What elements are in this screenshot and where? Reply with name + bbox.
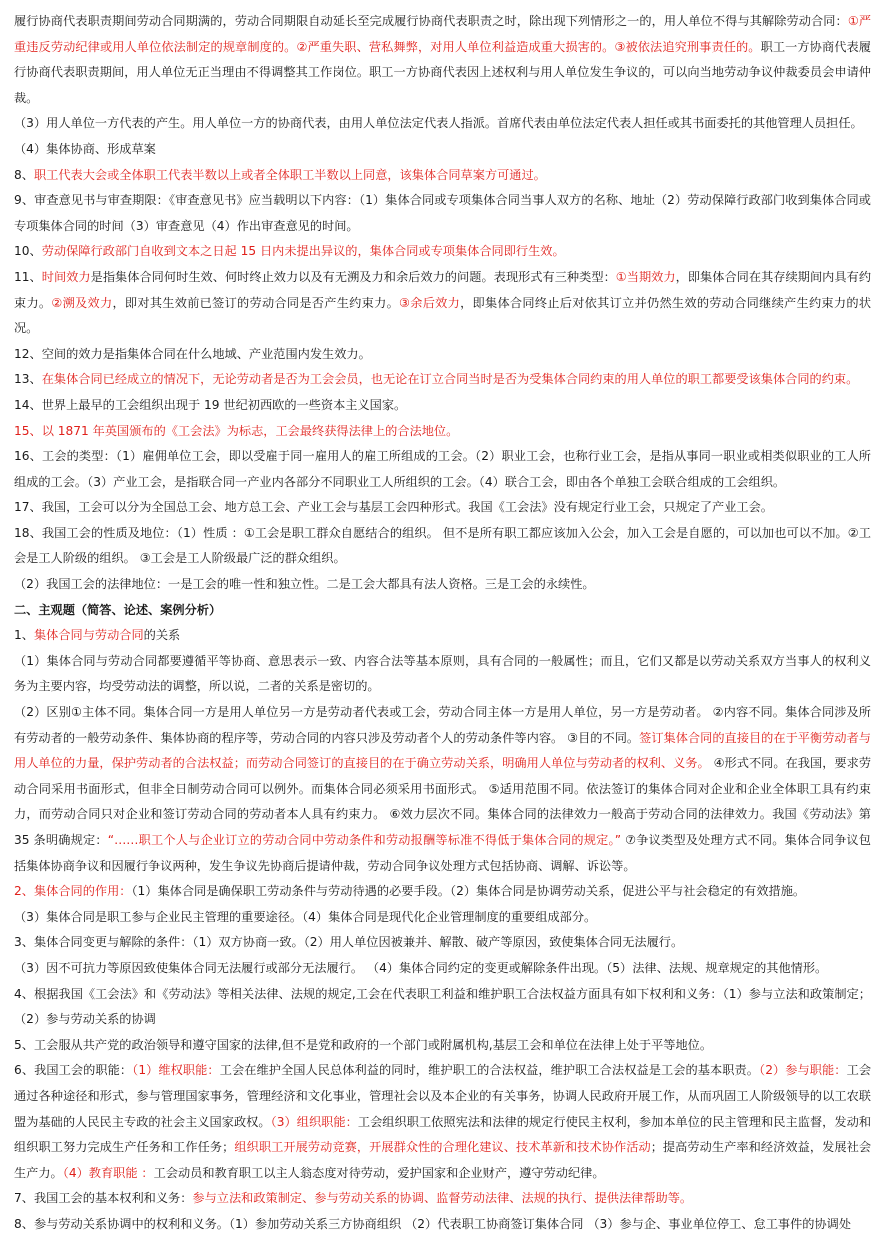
paragraph xyxy=(14,649,871,700)
text-run: 11、 xyxy=(14,269,42,284)
paragraph xyxy=(14,623,871,649)
section-heading: 二、主观题（简答、论述、案例分析） xyxy=(14,602,222,617)
highlighted-text: 2、集体合同的作用： xyxy=(14,884,132,899)
paragraph xyxy=(14,521,871,572)
highlighted-text: 15、以 1871 年英国颁布的《工会法》为标志，工会最终获得法律上的合法地位。 xyxy=(14,423,459,438)
highlighted-text: 签订集体合同的直接目的在于平衡劳动者与用人单位的力量，保护劳动者的合法权益；而劳动合同签订的直接目的在于确立劳动关系，明确用人单位与劳动者的权利、义务。 xyxy=(14,730,871,771)
text-run: 工会在维护全国人民总体利益的同时，维护职工的合法权益，维护职工合法权益是工会的基本职责。 xyxy=(219,1063,760,1078)
paragraph xyxy=(14,598,871,624)
highlighted-text: （2）参与职能： xyxy=(759,1063,847,1078)
paragraph xyxy=(14,905,871,931)
text-run: 18、我国工会的性质及地位：（1）性质 ：①工会是职工群众自愿结合的组织。 但不是所有职工都应该加入公会，加入工会是自愿的，可以加也可以不加。②工会是工人阶级的组织。 ③工会是工人阶级最广泛的群众组织。 xyxy=(14,525,871,566)
paragraph xyxy=(14,111,871,137)
highlighted-text: 在集体合同已经成立的情况下，无论劳动者是否为工会会员，也无论在订立合同当时是否为受集体合同约束的用人单位的职工都要受该集体合同的约束。 xyxy=(41,372,859,387)
paragraph xyxy=(14,956,871,982)
text-run: ；提高劳动生产率和经济效益，发展社会生产力。 xyxy=(14,1140,872,1180)
paragraph xyxy=(14,1058,871,1186)
paragraph xyxy=(14,495,871,521)
text-run: 4、根据我国《工会法》和《劳动法》等相关法律、法规的规定,工会在代表职工利益和维护职工合法权益方面具有如下权利和义务：（1）参与立法和政策制定；（2）参与劳动关系的协调 xyxy=(14,986,871,1027)
paragraph xyxy=(14,572,871,598)
highlighted-text: ③余后效力 xyxy=(399,295,461,310)
highlighted-text: （3）组织职能： xyxy=(270,1114,358,1129)
text-run: （2）区别①主体不同。集体合同一方是用人单位另一方是劳动者代表或工会，劳动合同主体一方是用人单位，另一方是劳动者。 ②内容不同。集体合同涉及所有劳动者的一般劳动条件、集体协商的程序等，劳动合同的内容只涉及劳动者个人的劳动条件等内容。 ③目的不同。 xyxy=(14,705,871,745)
text-run: 的关系 xyxy=(143,628,181,643)
paragraph xyxy=(14,982,871,1033)
paragraph xyxy=(14,1033,871,1059)
highlighted-text: ①当期效力 xyxy=(615,269,676,284)
paragraph xyxy=(14,137,871,163)
text-run: （1）集体合同是确保职工劳动条件与劳动待遇的必要手段。（2）集体合同是协调劳动关系，促进公平与社会稳定的有效措施。 xyxy=(131,884,806,899)
text-run: 6、我国工会的职能： xyxy=(14,1063,133,1078)
text-run: （4）集体协商、形成草案 xyxy=(14,141,156,156)
text-run: 5、工会服从共产党的政治领导和遵守国家的法律,但不是党和政府的一个部门或附属机构,基层工会和单位在法律上处于平等地位。 xyxy=(14,1037,713,1052)
paragraph xyxy=(14,188,871,239)
highlighted-text: 组织职工开展劳动竞赛，开展群众性的合理化建议、技术革新和技术协作活动 xyxy=(234,1140,651,1155)
paragraph xyxy=(14,163,871,189)
text-run: 履行协商代表职责期间劳动合同期满的，劳动合同期限自动延长至完成履行协商代表职责之时，除出现下列情形之一的，用人单位不得与其解除劳动合同： xyxy=(14,14,848,28)
highlighted-text: “……职工个人与企业订立的劳动合同中劳动条件和劳动报酬等标准不得低于集体合同的规定。” xyxy=(107,833,622,847)
text-run: 16、工会的类型：（1）雇佣单位工会，即以受雇于同一雇用人的雇工所组成的工会。（2）职业工会，也称行业工会，是指从事同一职业或相类似职业的工人所组成的工会。（3）产业工会，是指联合同一产业内各部分不同职业工人所组织的工会。（4）联合工会，即由各个单独工会联合组成的工会组织。 xyxy=(14,449,871,489)
highlighted-text: 劳动保障行政部门自收到文本之日起 15 日内未提出异议的，集体合同或专项集体合同即行生效。 xyxy=(41,244,565,259)
text-run: 工会通过各种途径和形式，参与管理国家事务，管理经济和文化事业，管理社会以及本企业的有关事务，协调人民政府开展工作，从而巩固工人阶级领导的以工农联盟为基础的人民民主专政的社会主义国家政权。 xyxy=(14,1063,872,1129)
highlighted-text: 职工代表大会或全体职工代表半数以上或者全体职工半数以上同意，该集体合同草案方可通过。 xyxy=(33,167,546,182)
text-run: ④形式不同。在我国，要求劳动合同采用书面形式，但非全日制劳动合同可以例外。而集体合同必须采用书面形式。 ⑤适用范围不同。依法签订的集体合同对企业和企业全体职工具有约束力，而劳动合同只对企业和签订劳动合同的劳动者本人具有约束力。 ⑥效力层次不同。集体合同的法律效力一般高于劳动合同的法律效力。我国《劳动法》第 35 条明确规定： xyxy=(14,756,872,847)
highlighted-text: ①严重违反劳动纪律或用人单位依法制定的规章制度的。②严重失职、营私舞弊，对用人单位利益造成重大损害的。③被依法追究刑事责任的。 xyxy=(14,14,872,54)
paragraph xyxy=(14,342,871,368)
highlighted-text: 时间效力 xyxy=(41,269,91,284)
highlighted-text: 集体合同与劳动合同 xyxy=(33,628,144,643)
paragraph xyxy=(14,1212,871,1238)
text-run: （3）因不可抗力等原因致使集体合同无法履行或部分无法履行。 （4）集体合同约定的变更或解除条件出现。（5）法律、法规、规章规定的其他情形。 xyxy=(14,960,828,975)
text-run: 工会组织职工依照宪法和法律的规定行使民主权利，参加本单位的民主管理和民主监督，发动和组织职工努力完成生产任务和工作任务； xyxy=(14,1114,872,1155)
paragraph xyxy=(14,367,871,393)
text-run: 8、参与劳动关系协调中的权利和义务。（1）参加劳动关系三方协商组织 （2）代表职工协商签订集体合同 （3）参与企、事业单位停工、怠工事件的协调处 xyxy=(14,1216,852,1231)
text-run: 17、我国，工会可以分为全国总工会、地方总工会、产业工会与基层工会四种形式。我国《工会法》没有规定行业工会，只规定了产业工会。 xyxy=(14,500,773,515)
text-run: ，即集体合同终止后对依其订立并仍然生效的劳动合同继续产生约束力的状况。 xyxy=(14,295,872,336)
text-run: ，即集体合同在其存续期间内具有约束力。 xyxy=(14,269,872,310)
highlighted-text: （1）维权职能： xyxy=(132,1063,220,1078)
paragraph xyxy=(14,9,871,111)
text-run: （1）集体合同与劳动合同都要遵循平等协商、意思表示一致、内容合法等基本原则，具有合同的一般属性；而且，它们又都是以劳动关系双方当事人的权利义务为主要内容，均受劳动法的调整，所以说，二者的关系是密切的。 xyxy=(14,653,871,694)
text-run: 13、 xyxy=(14,372,42,387)
paragraph xyxy=(14,444,871,495)
text-run: 14、世界上最早的工会组织出现于 19 世纪初西欧的一些资本主义国家。 xyxy=(14,397,407,412)
paragraph xyxy=(14,930,871,956)
text-run: ，即对其生效前已签订的劳动合同是否产生约束力。 xyxy=(112,295,400,310)
highlighted-text: 参与立法和政策制定、参与劳动关系的协调、监督劳动法律、法规的执行、提供法律帮助等。 xyxy=(192,1191,693,1206)
paragraph xyxy=(14,265,871,342)
text-run: 3、集体合同变更与解除的条件：（1）双方协商一致。（2）用人单位因被兼并、解散、破产等原因，致使集体合同无法履行。 xyxy=(14,935,684,950)
text-run: （2）我国工会的法律地位：一是工会的唯一性和独立性。二是工会大都具有法人资格。三是工会的永续性。 xyxy=(14,577,595,592)
paragraph xyxy=(14,393,871,419)
text-run: 职工一方协商代表履行协商代表职责期间，用人单位无正当理由不得调整其工作岗位。职工一方协商代表因上述权利与用人单位发生争议的，可以向当地劳动争议仲裁委员会申请仲裁。 xyxy=(14,39,871,105)
text-run: （3）用人单位一方代表的产生。用人单位一方的协商代表，由用人单位法定代表人指派。首席代表由单位法定代表人担任或其书面委托的其他管理人员担任。 xyxy=(14,116,863,131)
text-run: 9、审查意见书与审查期限：《审查意见书》应当载明以下内容：（1）集体合同或专项集体合同当事人双方的名称、地址（2）劳动保障行政部门收到集体合同或专项集体合同的时间（3）审查意见（4）作出审查意见的时间。 xyxy=(14,193,871,233)
highlighted-text: （4）教育职能 ： xyxy=(62,1165,154,1180)
paragraph xyxy=(14,1186,871,1212)
paragraph xyxy=(14,700,871,879)
paragraph xyxy=(14,419,871,445)
paragraph xyxy=(14,879,871,905)
text-run: 是指集体合同何时生效、何时终止效力以及有无溯及力和余后效力的问题。表现形式有三种类型： xyxy=(90,269,616,284)
text-run: ⑦争议类型及处理方式不同。集体合同争议包括集体协商争议和因履行争议两种，发生争议先协商后提请仲裁，劳动合同争议处理方式包括协商、调解、诉讼等。 xyxy=(14,833,871,873)
text-run: 10、 xyxy=(14,244,42,259)
highlighted-text: ②溯及效力 xyxy=(51,295,113,310)
paragraph xyxy=(14,239,871,265)
text-run: 12、空间的效力是指集体合同在什么地域、产业范围内发生效力。 xyxy=(14,346,371,361)
text-run: 1、 xyxy=(14,628,34,643)
text-run: 工会动员和教育职工以主人翁态度对待劳动，爱护国家和企业财产，遵守劳动纪律。 xyxy=(153,1165,605,1180)
text-run: （3）集体合同是职工参与企业民主管理的重要途径。（4）集体合同是现代化企业管理制度的重要组成部分。 xyxy=(14,909,597,924)
text-run: 7、我国工会的基本权利和义务： xyxy=(14,1191,193,1206)
text-run: 8、 xyxy=(14,167,34,182)
